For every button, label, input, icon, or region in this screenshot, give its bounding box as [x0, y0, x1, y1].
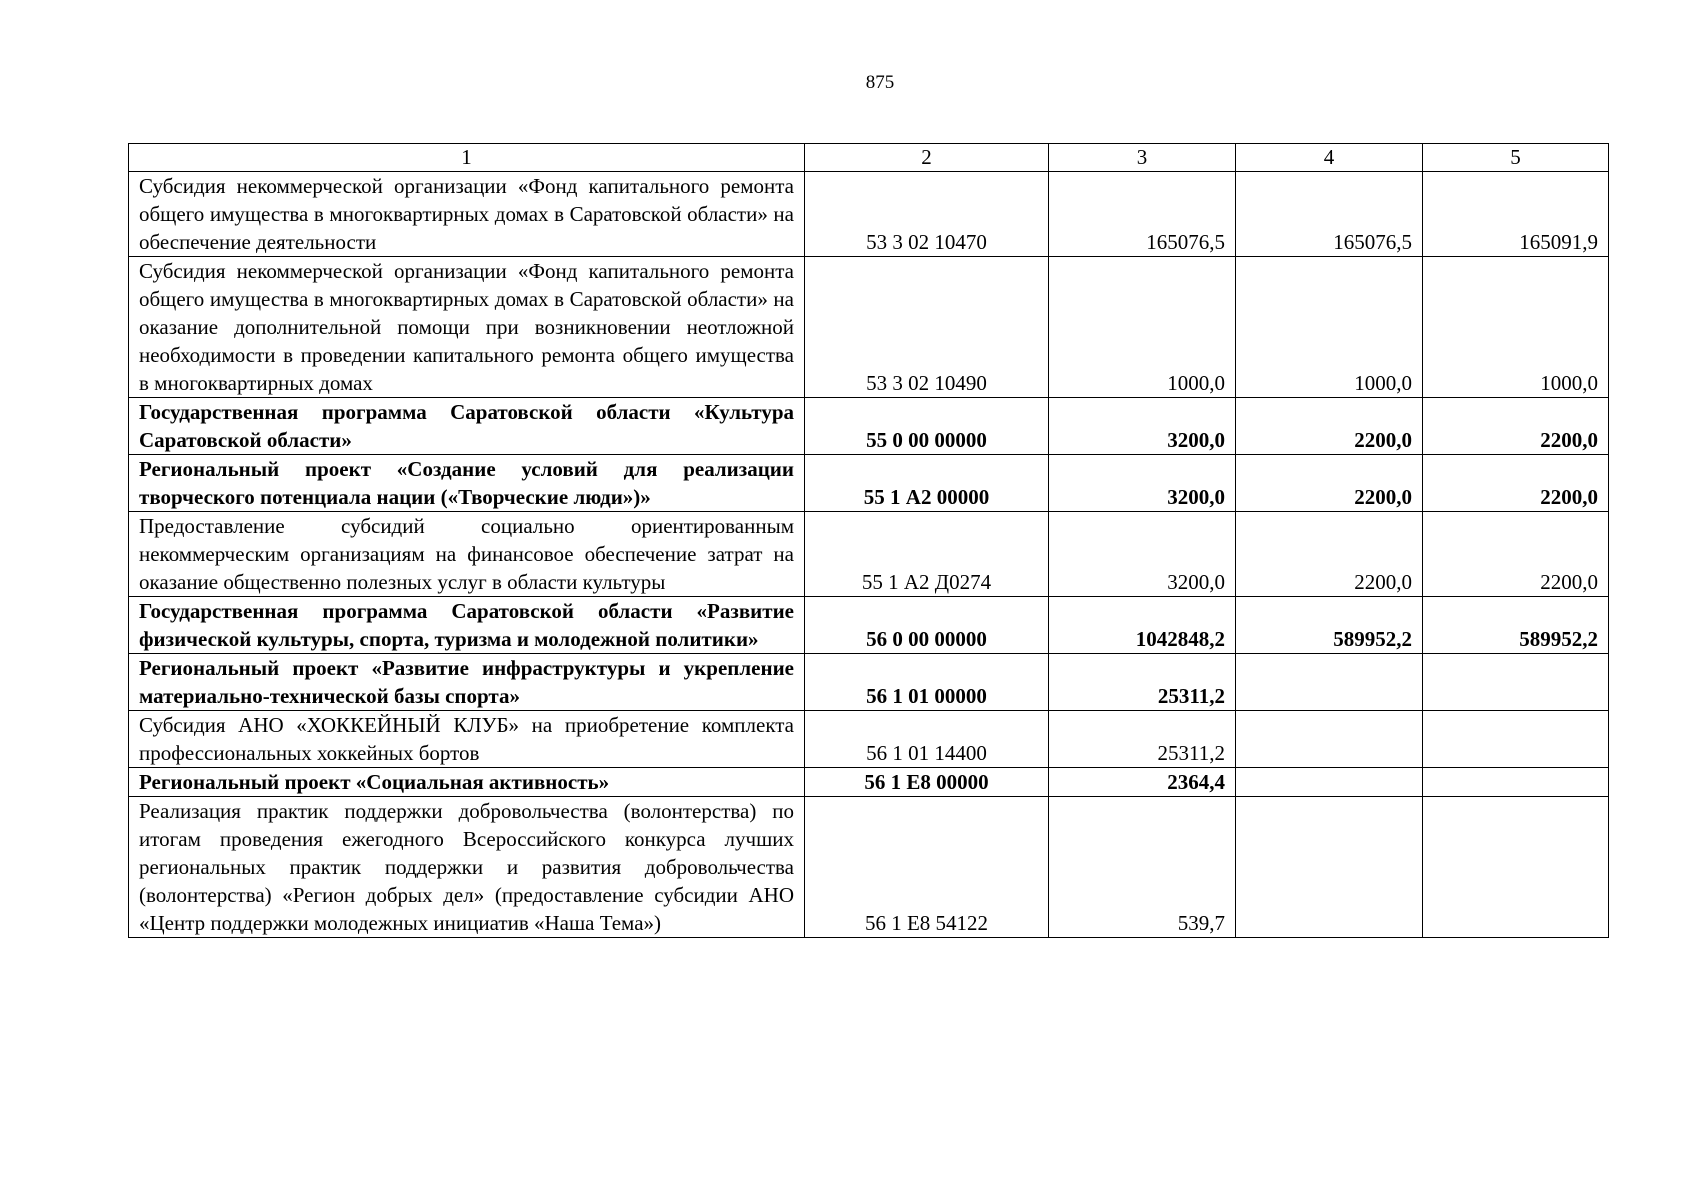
row-code: 55 1 А2 00000: [805, 455, 1049, 512]
table-row: [129, 172, 1609, 257]
row-name: Предоставление субсидий социально ориентированным некоммерческим организациям на финансовое обеспечение затрат на оказание общественно полезных услуг в области культуры: [129, 512, 805, 597]
row-value-col3: 3200,0: [1049, 398, 1236, 455]
row-value-col5: 2200,0: [1423, 398, 1609, 455]
budget-table: [128, 143, 1609, 938]
row-value-col4: 589952,2: [1236, 597, 1423, 654]
row-value-col5: [1423, 768, 1609, 797]
table-row: [129, 711, 1609, 768]
row-value-col4: [1236, 797, 1423, 938]
column-header: 2: [805, 144, 1049, 172]
table-row: [129, 512, 1609, 597]
row-value-col5: [1423, 711, 1609, 768]
row-value-col3: 1000,0: [1049, 257, 1236, 398]
row-value-col5: 165091,9: [1423, 172, 1609, 257]
row-value-col4: 165076,5: [1236, 172, 1423, 257]
table-row: [129, 654, 1609, 711]
row-name: Субсидия некоммерческой организации «Фонд капитального ремонта общего имущества в многоквартирных домах в Саратовской области» на оказание дополнительной помощи при возникновении неотложной необходимости в проведении капитального ремонта общего имущества в многоквартирных домах: [129, 257, 805, 398]
row-value-col5: 2200,0: [1423, 455, 1609, 512]
row-value-col4: [1236, 654, 1423, 711]
table-header-row: [129, 144, 1609, 172]
row-code: 56 1 Е8 54122: [805, 797, 1049, 938]
row-value-col3: 165076,5: [1049, 172, 1236, 257]
row-value-col5: 589952,2: [1423, 597, 1609, 654]
row-value-col5: 1000,0: [1423, 257, 1609, 398]
row-value-col3: 2364,4: [1049, 768, 1236, 797]
column-header: 3: [1049, 144, 1236, 172]
row-value-col4: 2200,0: [1236, 512, 1423, 597]
row-code: 56 1 Е8 00000: [805, 768, 1049, 797]
row-value-col5: [1423, 654, 1609, 711]
row-value-col3: 3200,0: [1049, 455, 1236, 512]
row-value-col4: 1000,0: [1236, 257, 1423, 398]
row-name: Региональный проект «Создание условий для реализации творческого потенциала нации («Творческие люди»)»: [129, 455, 805, 512]
row-value-col3: 539,7: [1049, 797, 1236, 938]
row-value-col3: 25311,2: [1049, 654, 1236, 711]
column-header: 1: [129, 144, 805, 172]
row-value-col5: [1423, 797, 1609, 938]
table-row: [129, 257, 1609, 398]
row-value-col4: 2200,0: [1236, 455, 1423, 512]
row-code: 56 1 01 14400: [805, 711, 1049, 768]
row-code: 56 0 00 00000: [805, 597, 1049, 654]
table-row: [129, 797, 1609, 938]
row-code: 56 1 01 00000: [805, 654, 1049, 711]
row-value-col5: 2200,0: [1423, 512, 1609, 597]
row-name: Субсидия некоммерческой организации «Фонд капитального ремонта общего имущества в многоквартирных домах в Саратовской области» на обеспечение деятельности: [129, 172, 805, 257]
row-value-col3: 1042848,2: [1049, 597, 1236, 654]
row-name: Субсидия АНО «ХОККЕЙНЫЙ КЛУБ» на приобретение комплекта профессиональных хоккейных бортов: [129, 711, 805, 768]
page-number: 875: [865, 72, 895, 93]
row-name: Государственная программа Саратовской области «Развитие физической культуры, спорта, туризма и молодежной политики»: [129, 597, 805, 654]
column-header: 5: [1423, 144, 1609, 172]
table-row: [129, 597, 1609, 654]
row-value-col4: [1236, 768, 1423, 797]
row-name: Государственная программа Саратовской области «Культура Саратовской области»: [129, 398, 805, 455]
row-value-col4: 2200,0: [1236, 398, 1423, 455]
row-name: Региональный проект «Развитие инфраструктуры и укрепление материально-технической базы спорта»: [129, 654, 805, 711]
row-name: Реализация практик поддержки добровольчества (волонтерства) по итогам проведения ежегодного Всероссийского конкурса лучших региональных практик поддержки и развития добровольчества (волонтерства) «Регион добрых дел» (предоставление субсидии АНО «Центр поддержки молодежных инициатив «Наша Тема»): [129, 797, 805, 938]
row-value-col4: [1236, 711, 1423, 768]
row-value-col3: 25311,2: [1049, 711, 1236, 768]
row-value-col3: 3200,0: [1049, 512, 1236, 597]
row-code: 53 3 02 10490: [805, 257, 1049, 398]
table-row: [129, 455, 1609, 512]
row-code: 55 0 00 00000: [805, 398, 1049, 455]
row-code: 53 3 02 10470: [805, 172, 1049, 257]
row-code: 55 1 А2 Д0274: [805, 512, 1049, 597]
column-header: 4: [1236, 144, 1423, 172]
table-row: [129, 398, 1609, 455]
table-row: [129, 768, 1609, 797]
row-name: Региональный проект «Социальная активность»: [129, 768, 805, 797]
